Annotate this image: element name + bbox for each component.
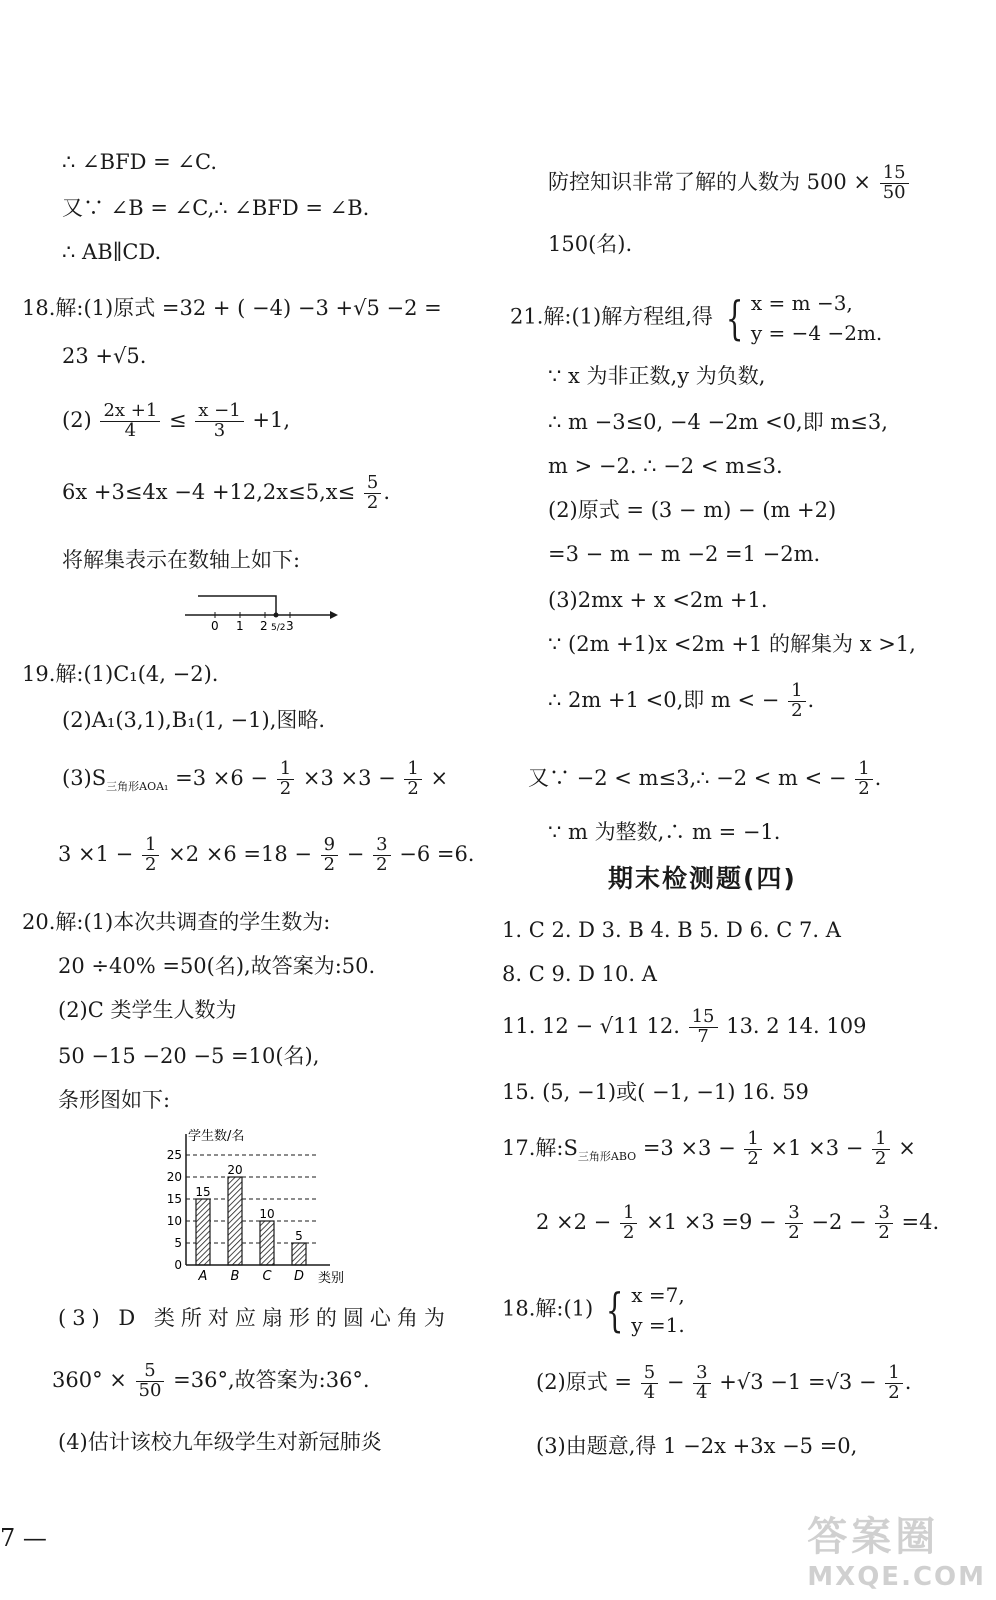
equation-system xyxy=(720,288,883,348)
bar-A xyxy=(196,1199,210,1265)
text: 360° × xyxy=(52,1367,127,1392)
text: − xyxy=(666,1369,685,1394)
numerator: 15 xyxy=(880,164,909,184)
fraction xyxy=(744,1130,761,1169)
tick-label: 1 xyxy=(236,619,244,633)
text-line: 50 −15 −20 −5 =10(名), xyxy=(58,1044,320,1068)
brace-symbol: { xyxy=(605,1283,624,1337)
x-tick-label: A xyxy=(198,1269,208,1284)
fraction xyxy=(100,402,160,441)
question-number: 18. xyxy=(22,296,56,320)
watermark xyxy=(807,1505,986,1592)
text: . xyxy=(807,687,815,712)
text-line xyxy=(528,760,881,799)
question-21 xyxy=(510,288,882,348)
text-line xyxy=(62,402,290,441)
text: −2 − xyxy=(811,1209,867,1234)
answer-line xyxy=(502,1008,866,1047)
text: ×2 ×6 =18 − xyxy=(168,841,312,866)
bar-B xyxy=(228,1177,242,1265)
fraction xyxy=(195,402,243,441)
answer-line: 1. C 2. D 3. B 4. B 5. D 6. C 7. A xyxy=(502,918,841,942)
y-axis-label: 学生数/名 xyxy=(188,1129,245,1144)
text-line: ∴ ∠BFD = ∠C. xyxy=(62,150,218,174)
text: +√3 −1 =√3 − xyxy=(719,1369,877,1394)
fraction xyxy=(277,760,294,799)
numerator: 1 xyxy=(744,1130,761,1150)
bar-value-label: 15 xyxy=(195,1185,211,1199)
text-line: 条形图如下: xyxy=(58,1088,171,1112)
denominator: 50 xyxy=(882,181,906,203)
text-line: (4)估计该校九年级学生对新冠肺炎 xyxy=(58,1430,382,1454)
answer-line: 8. C 9. D 10. A xyxy=(502,962,657,986)
numerator: 1 xyxy=(404,760,421,780)
answer-line: 15. (5, −1)或( −1, −1) 16. 59 xyxy=(502,1080,809,1104)
text-line xyxy=(62,474,390,513)
text-line: (2)A₁(3,1),B₁(1, −1),图略. xyxy=(62,708,326,732)
fraction xyxy=(689,1008,718,1047)
fraction xyxy=(620,1204,637,1243)
question-18-left xyxy=(22,296,442,321)
text: 防控知识非常了解的人数为 500 × xyxy=(548,169,872,194)
denominator: 50 xyxy=(138,1379,162,1401)
text-line: 又∵ ∠B = ∠C,∴ ∠BFD = ∠B. xyxy=(62,196,370,220)
watermark-url: MXQE.COM xyxy=(807,1562,986,1592)
numerator: 15 xyxy=(689,1008,718,1028)
question-19 xyxy=(22,662,218,687)
text: =4. xyxy=(901,1209,940,1234)
text: ∴ 2m +1 <0,即 m < − xyxy=(548,687,780,712)
fraction xyxy=(875,1204,892,1243)
text-line: ∵ x 为非正数,y 为负数, xyxy=(548,364,766,388)
fraction xyxy=(136,1362,165,1401)
numerator: 1 xyxy=(620,1204,637,1224)
equation: y =1. xyxy=(631,1313,685,1337)
x-axis-label: 类别 xyxy=(318,1271,345,1286)
text-line: ∵ m 为整数,∴ m = −1. xyxy=(548,820,781,844)
watermark-logo-text: 答案圈 xyxy=(807,1514,940,1560)
bar-value-label: 20 xyxy=(227,1163,243,1177)
text-line: 将解集表示在数轴上如下: xyxy=(62,548,301,572)
y-tick-label: 0 xyxy=(174,1258,182,1272)
subscript: 三角形AOA₁ xyxy=(106,780,169,794)
y-tick-label: 15 xyxy=(166,1192,182,1206)
text: 解:(1)C₁(4, −2). xyxy=(55,662,219,686)
denominator: 4 xyxy=(124,419,137,441)
text-line: (3)由题意,得 1 −2x +3x −5 =0, xyxy=(536,1434,858,1458)
text-line: 150(名). xyxy=(548,232,633,256)
text: × xyxy=(898,1135,916,1160)
text: (3)S xyxy=(62,765,107,790)
fraction xyxy=(880,164,909,203)
tick-label: 3 xyxy=(286,619,294,633)
text: +1, xyxy=(252,407,291,432)
denominator: 2 xyxy=(407,777,419,799)
text: (2)原式 = xyxy=(536,1369,633,1394)
text-line xyxy=(536,1204,939,1243)
text: =36°,故答案为:36°. xyxy=(173,1367,370,1392)
text: ×3 ×3 − xyxy=(302,765,396,790)
numerator: x −1 xyxy=(195,402,243,422)
question-number: 20. xyxy=(22,910,56,934)
fraction xyxy=(885,1364,902,1403)
denominator: 2 xyxy=(366,491,379,513)
numerator: 3 xyxy=(875,1204,892,1224)
fraction xyxy=(641,1364,658,1403)
tick-label: 5/2 xyxy=(271,623,286,633)
numerator: 3 xyxy=(693,1364,710,1384)
text: × xyxy=(430,765,449,790)
numerator: 3 xyxy=(785,1204,802,1224)
text: − xyxy=(346,841,365,866)
brace-symbol: { xyxy=(725,291,744,345)
text-line xyxy=(58,836,474,875)
fraction xyxy=(693,1364,710,1403)
denominator: 2 xyxy=(323,853,336,875)
text: . xyxy=(383,479,391,504)
text: 13. 2 14. 109 xyxy=(726,1013,867,1038)
text-line xyxy=(52,1362,370,1401)
denominator: 2 xyxy=(622,1221,635,1243)
text-line: =3 − m − m −2 =1 −2m. xyxy=(548,542,821,566)
denominator: 2 xyxy=(279,777,292,799)
text: 3 ×1 − xyxy=(58,841,134,866)
text-line xyxy=(62,760,448,799)
text-line: (3) D 类所对应扇形的圆心角为 xyxy=(58,1306,451,1330)
numerator: 1 xyxy=(142,836,159,856)
text: ×1 ×3 − xyxy=(770,1135,864,1160)
x-tick-label: D xyxy=(293,1269,305,1284)
question-20 xyxy=(22,910,330,935)
text: =3 ×6 − xyxy=(175,765,269,790)
numerator: 5 xyxy=(641,1364,658,1384)
fraction xyxy=(373,836,390,875)
text-line: 20 ÷40% =50(名),故答案为:50. xyxy=(58,954,376,978)
equation-system xyxy=(600,1280,685,1340)
text-line: 23 +√5. xyxy=(62,344,147,368)
numerator: 1 xyxy=(855,760,872,780)
question-number: 21. xyxy=(510,304,544,329)
numerator: 5 xyxy=(136,1362,165,1382)
text-line: (2)原式 = (3 − m) − (m +2) xyxy=(548,498,837,522)
text-line: ∴ m −3≤0, −4 −2m <0,即 m≤3, xyxy=(548,410,888,434)
question-number: 17. xyxy=(502,1135,536,1160)
denominator: 4 xyxy=(643,1381,656,1403)
text: 11. 12 − √11 12. xyxy=(502,1013,680,1038)
subscript: 三角形ABO xyxy=(577,1150,637,1164)
y-tick-label: 10 xyxy=(166,1214,182,1228)
denominator: 7 xyxy=(697,1025,709,1047)
text-line xyxy=(548,682,814,721)
text: 解:(1)原式 =32 + ( −4) −3 +√5 −2 = xyxy=(55,296,442,320)
text: . xyxy=(874,765,882,790)
text: 2 ×2 − xyxy=(536,1209,612,1234)
numerator: 9 xyxy=(321,836,338,856)
equation: x = m −3, xyxy=(750,291,853,315)
fraction xyxy=(321,836,338,875)
bar-value-label: 10 xyxy=(259,1207,275,1221)
numerator: 2x +1 xyxy=(100,402,160,422)
denominator: 2 xyxy=(747,1147,759,1169)
x-tick-label: C xyxy=(262,1269,272,1284)
text-line: ∴ AB∥CD. xyxy=(62,240,162,264)
text-line: (3)2mx + x <2m +1. xyxy=(548,588,768,612)
bar-chart xyxy=(150,1126,360,1286)
text: (2) xyxy=(62,407,92,432)
numerator: 1 xyxy=(885,1364,902,1384)
denominator: 4 xyxy=(696,1381,708,1403)
denominator: 2 xyxy=(888,1381,900,1403)
denominator: 2 xyxy=(858,777,870,799)
fraction xyxy=(855,760,872,799)
equation: y = −4 −2m. xyxy=(750,321,883,345)
y-tick-label: 5 xyxy=(174,1236,182,1250)
denominator: 2 xyxy=(376,853,388,875)
question-17 xyxy=(502,1130,916,1169)
fraction xyxy=(404,760,421,799)
fraction xyxy=(142,836,159,875)
text: ×1 ×3 =9 − xyxy=(646,1209,777,1234)
fraction xyxy=(364,474,381,513)
text: −6 =6. xyxy=(399,841,475,866)
question-18-right xyxy=(502,1280,685,1340)
denominator: 2 xyxy=(144,853,157,875)
denominator: 2 xyxy=(791,699,803,721)
numerator: 1 xyxy=(872,1130,889,1150)
number-line-figure xyxy=(180,582,345,642)
fraction xyxy=(872,1130,889,1169)
y-tick-label: 20 xyxy=(166,1170,182,1184)
text: 6x +3≤4x −4 +12,2x≤5,x≤ xyxy=(62,479,356,504)
numerator: 3 xyxy=(373,836,390,856)
text-line xyxy=(536,1364,911,1403)
question-number: 18. xyxy=(502,1296,536,1321)
equation: x =7, xyxy=(631,1283,685,1307)
denominator: 2 xyxy=(878,1221,890,1243)
text: 解:S xyxy=(535,1135,578,1160)
denominator: 3 xyxy=(213,419,226,441)
tick-label: 2 xyxy=(260,619,268,633)
numerator: 1 xyxy=(277,760,294,780)
numerator: 1 xyxy=(788,682,805,702)
section-title: 期末检测题(四) xyxy=(608,864,797,893)
bar-D xyxy=(292,1243,306,1265)
text: 又∵ −2 < m≤3,∴ −2 < m < − xyxy=(528,765,847,790)
text-line xyxy=(548,164,911,203)
text: =3 ×3 − xyxy=(642,1135,736,1160)
y-tick-label: 25 xyxy=(166,1148,182,1162)
text: 解:(1) xyxy=(535,1296,594,1321)
numerator: 5 xyxy=(364,474,381,494)
text: 解:(1)本次共调查的学生数为: xyxy=(55,910,331,934)
text-line: m > −2. ∴ −2 < m≤3. xyxy=(548,454,783,478)
text: ≤ xyxy=(168,407,187,432)
bar-value-label: 5 xyxy=(295,1229,303,1243)
bar-C xyxy=(260,1221,274,1265)
question-number: 19. xyxy=(22,662,56,686)
tick-label: 0 xyxy=(211,619,219,633)
page-number-mark: 7 — xyxy=(0,1524,47,1552)
text-line: (2)C 类学生人数为 xyxy=(58,998,237,1022)
fraction xyxy=(785,1204,802,1243)
fraction xyxy=(788,682,805,721)
denominator: 2 xyxy=(875,1147,887,1169)
denominator: 2 xyxy=(788,1221,800,1243)
x-tick-label: B xyxy=(230,1269,240,1284)
text-line: ∵ (2m +1)x <2m +1 的解集为 x >1, xyxy=(548,632,916,656)
text: . xyxy=(904,1369,912,1394)
text: 解:(1)解方程组,得 xyxy=(543,304,713,329)
